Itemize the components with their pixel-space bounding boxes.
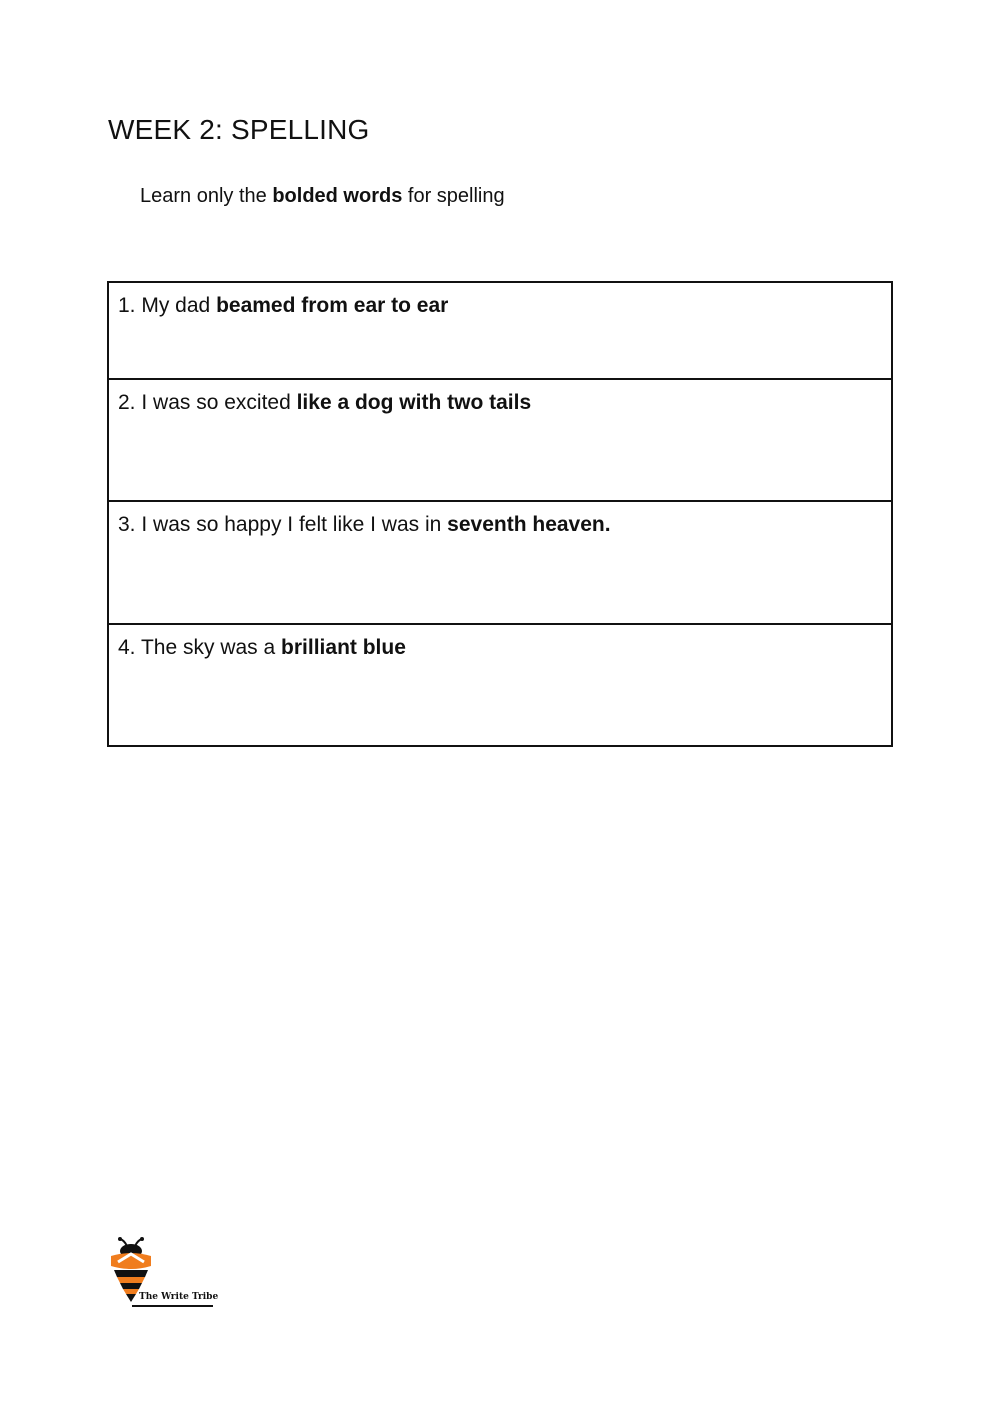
instruction-after: for spelling — [402, 185, 505, 207]
logo-text: The Write Tribe — [139, 1292, 219, 1302]
sentence-bold: beamed from ear to ear — [216, 294, 449, 317]
sentence-cell-4 — [108, 624, 892, 746]
instruction-text — [140, 185, 505, 208]
sentence-number: 4. — [118, 636, 136, 659]
sentence-plain: My dad — [141, 294, 217, 317]
sentence-plain: The sky was a — [140, 636, 282, 659]
page-title: WEEK 2: SPELLING — [108, 114, 370, 145]
sentence-plain: I was so excited — [141, 391, 297, 414]
table-row — [108, 501, 892, 624]
sentence-number: 3. — [118, 513, 136, 536]
sentence-table — [107, 281, 893, 747]
sentence-cell-2 — [108, 379, 892, 501]
logo-underline — [132, 1305, 213, 1307]
sentence-number: 1. — [118, 294, 136, 317]
instruction-bold: bolded words — [272, 185, 403, 207]
sentence-bold: like a dog with two tails — [296, 391, 532, 414]
sentence-bold: seventh heaven. — [447, 513, 611, 536]
table-row — [108, 379, 892, 501]
sentence-number: 2. — [118, 391, 136, 414]
sentence-cell-1 — [108, 282, 892, 379]
sentence-plain: I was so happy I felt like I was in — [141, 513, 448, 536]
sentence-cell-3 — [108, 501, 892, 624]
table-row — [108, 624, 892, 746]
table-row — [108, 282, 892, 379]
instruction-before: Learn only the — [140, 185, 273, 207]
sentence-bold: brilliant blue — [281, 636, 406, 659]
